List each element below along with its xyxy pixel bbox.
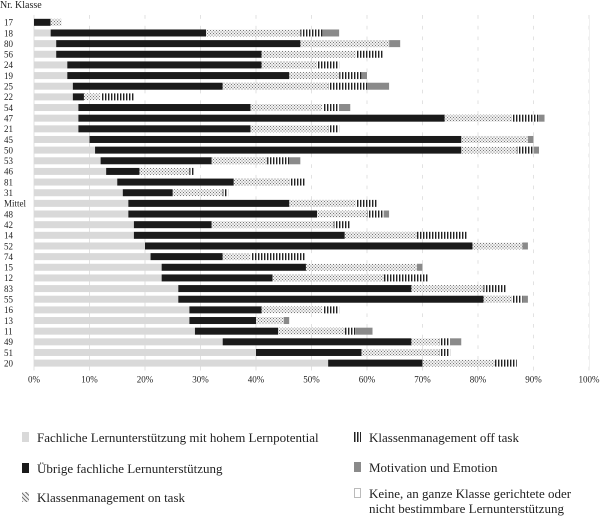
category-label-50: 50 [4,145,13,156]
bar-fachlich-uebrig-52 [145,242,472,249]
bar-motivation-15 [417,264,423,271]
bar-on-task-19 [289,72,339,79]
category-label-52: 52 [4,241,13,252]
bar-off-task-25 [328,83,367,90]
bar-motivation-55 [522,296,528,303]
bar-fachlich-uebrig-11 [195,328,278,335]
bar-keine-83 [506,285,589,292]
bar-keine-54 [350,104,589,111]
category-label-31: 31 [4,188,13,199]
bar-keine-52 [528,242,589,249]
category-label-47: 47 [4,113,13,124]
category-label-13: 13 [4,315,13,326]
bar-on-task-54 [250,104,322,111]
bar-fachlich-uebrig-15 [162,264,306,271]
x-tick-label-0: 0% [28,374,40,385]
bar-keine-17 [62,19,589,26]
bar-off-task-21 [328,125,339,132]
category-label-16: 16 [4,305,13,316]
bar-off-task-51 [439,349,450,356]
bar-on-task-55 [484,296,512,303]
bar-fachlich-uebrig-53 [101,157,212,164]
category-label-17: 17 [4,17,13,28]
bar-off-task-50 [517,147,534,154]
bar-off-task-54 [323,104,340,111]
bar-off-task-47 [511,115,539,122]
y-axis-title: Nr. Klasse [0,0,42,11]
bar-motivation-47 [539,115,545,122]
category-label-55: 55 [4,294,13,305]
bar-on-task-74 [223,253,251,260]
bar-fachlich-hoch-12 [34,274,162,281]
bar-on-task-83 [411,285,483,292]
bar-off-task-81 [289,179,306,186]
bar-motivation-52 [522,242,528,249]
category-label-22: 22 [4,92,13,103]
bar-fachlich-uebrig-47 [78,115,444,122]
legend-label-motivation: Motivation und Emotion [369,460,498,475]
bar-fachlich-hoch-48 [34,211,128,218]
bar-off-task-31 [223,189,229,196]
bar-off-task-24 [317,61,339,68]
bar-motivation-25 [367,83,389,90]
category-label-21: 21 [4,124,13,135]
bar-off-task-42 [334,221,351,228]
bar-fachlich-hoch-19 [34,72,67,79]
bar-off-task-74 [250,253,306,260]
bar-fachlich-uebrig-31 [123,189,173,196]
category-label-54: 54 [4,102,13,113]
bar-fachlich-uebrig-49 [223,338,412,345]
bar-off-task-22 [101,93,134,100]
bar-on-task-48 [317,211,367,218]
category-label-18: 18 [4,28,13,39]
bar-motivation-18 [323,29,340,36]
bar-fachlich-uebrig-14 [134,232,345,239]
bar-off-task-20 [495,360,517,367]
legend-item-fachlich-uebrig [22,461,223,476]
bar-on-task-12 [273,274,384,281]
bar-on-task-80 [300,40,389,47]
bar-fachlich-uebrig-20 [328,360,422,367]
x-tick-label-9: 90% [525,374,542,385]
legend-label-off-task: Klassenmanagement off task [369,430,519,445]
bar-fachlich-hoch-55 [34,296,178,303]
bar-keine-47 [545,115,589,122]
bar-keine-80 [400,40,589,47]
bar-fachlich-hoch-31 [34,189,123,196]
bar-fachlich-hoch-56 [34,51,56,58]
bar-motivation-13 [284,317,290,324]
bar-fachlich-hoch-74 [34,253,151,260]
bar-keine-51 [450,349,589,356]
x-tick-label-3: 30% [192,374,209,385]
bar-fachlich-uebrig-19 [67,72,289,79]
bar-fachlich-hoch-83 [34,285,178,292]
bar-fachlich-hoch-21 [34,125,78,132]
bar-fachlich-uebrig-13 [189,317,256,324]
category-label-19: 19 [4,70,13,81]
bar-on-task-52 [472,242,522,249]
bar-fachlich-hoch-54 [34,104,78,111]
bar-motivation-80 [389,40,400,47]
bar-on-task-18 [206,29,300,36]
bar-keine-31 [228,189,589,196]
legend-label-fachlich-uebrig: Übrige fachliche Lernunterstützung [37,461,223,476]
bar-keine-21 [339,125,589,132]
legend-item-off-task [354,430,519,445]
category-label-74: 74 [4,251,13,262]
bar-motivation-54 [339,104,350,111]
bar-fachlich-hoch-25 [34,83,73,90]
bar-fachlich-hoch-80 [34,40,56,47]
bar-keine-56 [384,51,589,58]
bar-off-task-83 [484,285,506,292]
bar-keine-53 [300,157,589,164]
bar-fachlich-hoch-16 [34,306,189,313]
bar-keine-14 [467,232,589,239]
bar-motivation-19 [361,72,367,79]
bar-motivation-48 [384,211,390,218]
bar-keine-13 [289,317,589,324]
bar-fachlich-uebrig-54 [78,104,250,111]
category-labels [4,18,26,369]
bar-fachlich-uebrig-56 [56,51,261,58]
x-tick-label-6: 60% [358,374,376,385]
bar-fachlich-uebrig-17 [34,19,51,26]
bar-fachlich-uebrig-25 [73,83,223,90]
legend [0,420,600,516]
bar-fachlich-uebrig-18 [51,29,206,36]
bar-keine-11 [373,328,589,335]
bar-fachlich-hoch-20 [34,360,328,367]
bar-off-task-53 [267,157,289,164]
bar-motivation-45 [528,136,534,143]
bar-keine-22 [134,93,589,100]
bar-on-task-25 [223,83,328,90]
x-tick-label-10: 100% [578,374,600,385]
legend-item-fachlich-hoch [22,430,319,445]
bar-on-task-56 [262,51,356,58]
bar-fachlich-uebrig-46 [106,168,139,175]
legend-swatch-keine [354,488,361,498]
bar-keine-46 [195,168,589,175]
bar-off-task-55 [511,296,522,303]
bar-keine-25 [389,83,589,90]
bar-fachlich-hoch-45 [34,136,90,143]
bar-off-task-56 [356,51,384,58]
bar-on-task-47 [445,115,512,122]
bar-keine-12 [428,274,589,281]
bar-on-task-21 [250,125,328,132]
bar-fachlich-hoch-Mittel [34,200,128,207]
x-tick-label-1: 10% [81,374,98,385]
legend-label-on-task: Klassenmanagement on task [37,490,186,505]
category-label-25: 25 [4,81,13,92]
bar-off-task-Mittel [356,200,378,207]
bar-keine-49 [461,338,589,345]
bar-keine-15 [423,264,590,271]
bar-on-task-11 [278,328,345,335]
bar-fachlich-uebrig-80 [56,40,300,47]
bar-on-task-14 [345,232,417,239]
bar-on-task-24 [262,61,318,68]
category-label-Mittel: Mittel [4,198,26,209]
bar-on-task-16 [262,306,323,313]
legend-swatch-fachlich-uebrig [22,463,29,473]
bar-fachlich-uebrig-21 [78,125,250,132]
bar-fachlich-hoch-51 [34,349,256,356]
category-label-45: 45 [4,134,13,145]
category-label-20: 20 [4,358,13,369]
bar-on-task-17 [51,19,62,26]
category-label-56: 56 [4,49,13,60]
legend-swatch-on-task [22,492,29,502]
bar-on-task-53 [212,157,268,164]
bar-off-task-46 [189,168,195,175]
category-label-12: 12 [4,273,13,284]
category-label-42: 42 [4,219,13,230]
bar-off-task-48 [367,211,384,218]
bar-keine-55 [528,296,589,303]
category-label-14: 14 [4,230,13,241]
category-label-81: 81 [4,177,13,188]
bar-fachlich-hoch-42 [34,221,134,228]
category-label-49: 49 [4,337,13,348]
bar-motivation-49 [450,338,461,345]
legend-swatch-motivation [354,462,361,472]
bar-fachlich-hoch-15 [34,264,162,271]
bar-fachlich-uebrig-22 [73,93,84,100]
bar-fachlich-hoch-13 [34,317,189,324]
bar-fachlich-uebrig-48 [128,211,317,218]
bar-on-task-20 [423,360,495,367]
bar-keine-Mittel [378,200,589,207]
bar-fachlich-uebrig-81 [117,179,234,186]
bar-keine-18 [339,29,589,36]
legend-item-keine [354,486,594,516]
x-tick-label-7: 70% [414,374,431,385]
bar-fachlich-uebrig-51 [256,349,361,356]
bar-on-task-49 [411,338,439,345]
bar-motivation-53 [289,157,300,164]
bar-keine-19 [367,72,589,79]
bar-fachlich-uebrig-45 [90,136,462,143]
category-label-53: 53 [4,156,13,167]
bar-keine-24 [339,61,589,68]
bar-fachlich-uebrig-16 [189,306,261,313]
bar-fachlich-uebrig-42 [134,221,212,228]
bar-fachlich-hoch-46 [34,168,106,175]
bar-fachlich-uebrig-83 [178,285,411,292]
legend-item-on-task [22,490,185,505]
bar-motivation-50 [534,147,540,154]
category-label-48: 48 [4,209,13,220]
bar-fachlich-uebrig-12 [162,274,273,281]
bar-fachlich-uebrig-Mittel [128,200,289,207]
legend-swatch-fachlich-hoch [22,432,29,442]
x-tick-label-5: 50% [303,374,320,385]
legend-label-fachlich-hoch: Fachliche Lernunterstützung mit hohem Lernpotential [37,430,319,445]
bar-on-task-81 [234,179,289,186]
x-tick-label-2: 20% [136,374,154,385]
bar-keine-20 [517,360,589,367]
bar-fachlich-uebrig-50 [95,147,461,154]
category-label-15: 15 [4,262,13,273]
legend-swatch-off-task [354,432,361,442]
legend-item-motivation [354,460,498,475]
bar-off-task-14 [417,232,467,239]
bar-fachlich-hoch-24 [34,61,67,68]
bar-on-task-15 [306,264,417,271]
bar-fachlich-hoch-49 [34,338,223,345]
category-label-11: 11 [4,326,13,337]
bar-fachlich-hoch-81 [34,179,117,186]
bar-keine-50 [539,147,589,154]
bar-off-task-11 [345,328,356,335]
category-label-24: 24 [4,60,13,71]
bar-fachlich-hoch-11 [34,328,195,335]
bar-fachlich-uebrig-74 [151,253,223,260]
bar-fachlich-uebrig-55 [178,296,483,303]
bar-on-task-51 [361,349,439,356]
bar-fachlich-hoch-52 [34,242,145,249]
bar-off-task-16 [323,306,340,313]
bar-keine-74 [306,253,589,260]
category-label-46: 46 [4,166,13,177]
bar-fachlich-hoch-47 [34,115,78,122]
x-tick-label-8: 80% [469,374,487,385]
category-label-80: 80 [4,38,13,49]
bar-on-task-31 [173,189,223,196]
bar-off-task-19 [339,72,361,79]
bar-keine-48 [389,211,589,218]
bar-fachlich-hoch-22 [34,93,73,100]
bar-on-task-Mittel [289,200,356,207]
bar-off-task-49 [439,338,450,345]
bar-fachlich-uebrig-24 [67,61,261,68]
bar-on-task-22 [84,93,101,100]
legend-label-keine: Keine, an ganze Klasse gerichtete oder nicht bestimmbare Lernunterstützung [369,486,572,516]
bar-fachlich-hoch-14 [34,232,134,239]
bar-on-task-42 [212,221,334,228]
x-tick-label-4: 40% [247,374,265,385]
bar-on-task-13 [256,317,284,324]
x-axis-ticks [28,374,600,384]
bar-keine-16 [339,306,589,313]
bar-off-task-18 [300,29,322,36]
bar-off-task-12 [384,274,428,281]
bar-on-task-45 [461,136,528,143]
bar-fachlich-hoch-53 [34,157,101,164]
bar-keine-42 [350,221,589,228]
bar-fachlich-hoch-50 [34,147,95,154]
bar-fachlich-hoch-18 [34,29,51,36]
bar-on-task-50 [461,147,516,154]
bar-on-task-46 [139,168,189,175]
bar-keine-81 [306,179,589,186]
bar-motivation-11 [356,328,373,335]
category-label-83: 83 [4,283,13,294]
bar-keine-45 [534,136,590,143]
category-label-51: 51 [4,347,13,358]
